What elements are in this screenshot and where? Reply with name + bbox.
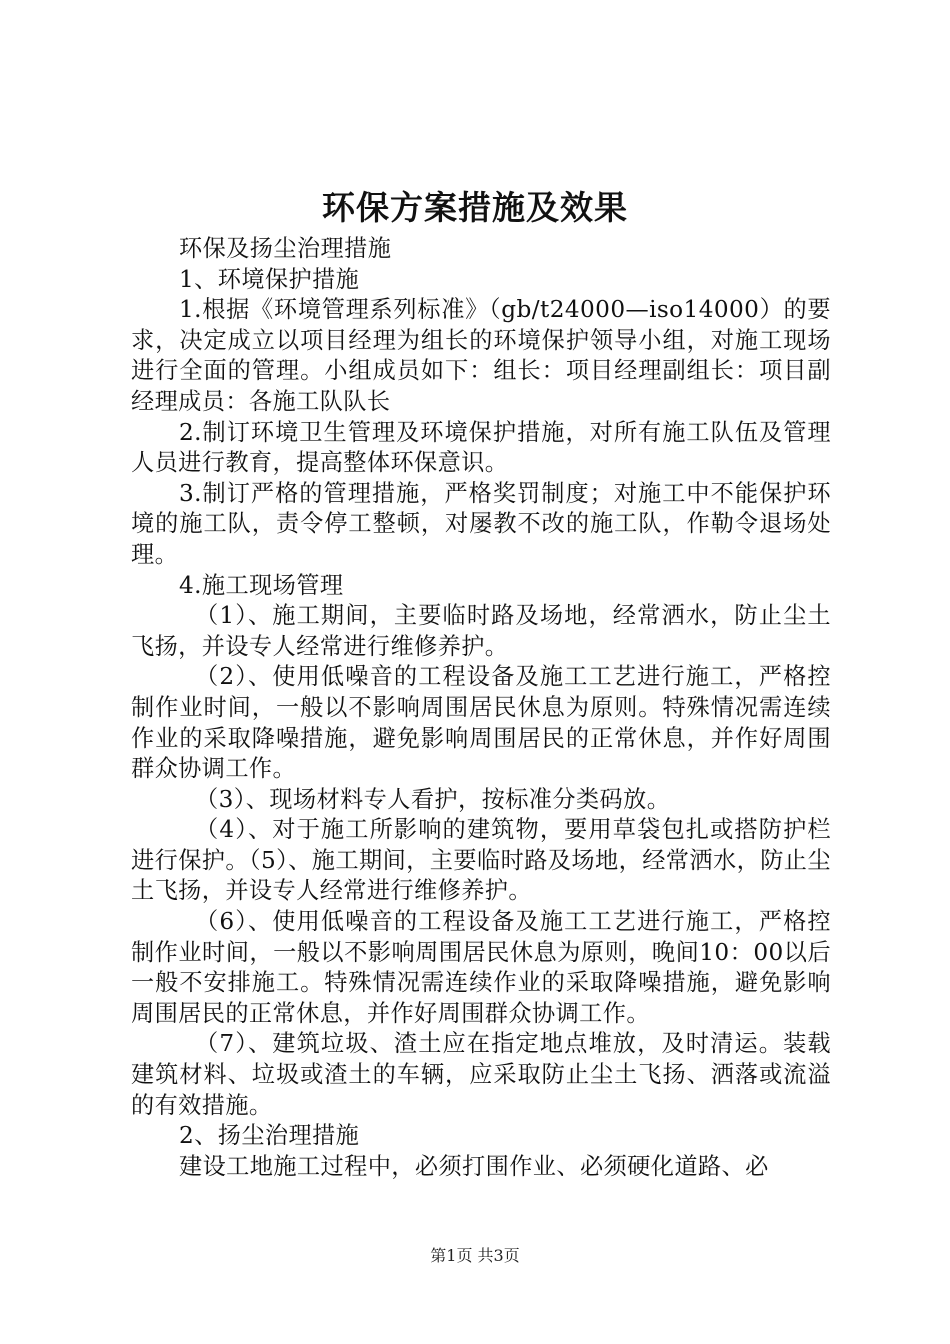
document-title: 环保方案措施及效果 — [322, 188, 628, 227]
paragraph-subitem-1: （1）、施工期间，主要临时路及场地，经常洒水，防止尘土飞扬，并设专人经常进行维修养护。 — [131, 602, 831, 660]
paragraph-dust-control: 建设工地施工过程中，必须打围作业、必须硬化道路、必 — [179, 1152, 769, 1180]
paragraph-item-2: 2.制订环境卫生管理及环境保护措施，对所有施工队伍及管理人员进行教育，提高整体环保意识。 — [131, 418, 831, 477]
paragraph-item-3: 3.制订严格的管理措施，严格奖罚制度；对施工中不能保护环境的施工队，责令停工整顿，对屡教不改的施工队，作勒令退场处理。 — [131, 479, 831, 568]
paragraph-heading-main: 环保及扬尘治理措施 — [179, 235, 392, 262]
paragraph-subitem-3: （3）、现场材料专人看护，按标准分类码放。 — [195, 785, 671, 813]
document-body — [131, 234, 831, 1182]
paragraph-subitem-6: （6）、使用低噪音的工程设备及施工工艺进行施工，严格控制作业时间，一般以不影响周围居民休息为原则，晚间10：00以后一般不安排施工。特殊情况需连续作业的采取降噪措施，避免影响周围居民的正常休息，并作好周围群众协调工作。 — [131, 908, 831, 1027]
paragraph-subitem-4-5: （4）、对于施工所影响的建筑物，要用草袋包扎或搭防护栏进行保护。（5）、施工期间，主要临时路及场地，经常洒水，防止尘土飞扬，并设专人经常进行维修养护。 — [131, 816, 831, 905]
paragraph-heading-section-2: 2、扬尘治理措施 — [179, 1122, 360, 1150]
paragraph-item-1: 1.根据《环境管理系列标准》（gb/t24000—iso14000）的要求，决定成立以项目经理为组长的环境保护领导小组，对施工现场进行全面的管理。小组成员如下：组长：项目经理副组长：项目副经理成员：各施工队队长 — [131, 296, 831, 415]
paragraph-item-4: 4.施工现场管理 — [179, 571, 344, 599]
paragraph-heading-section-1: 1、环境保护措施 — [179, 265, 360, 293]
paragraph-subitem-7: （7）、建筑垃圾、渣土应在指定地点堆放，及时清运。装载建筑材料、垃圾或渣土的车辆，应采取防止尘土飞扬、洒落或流溢的有效措施。 — [131, 1030, 831, 1119]
paragraph-subitem-2: （2）、使用低噪音的工程设备及施工工艺进行施工，严格控制作业时间，一般以不影响周围居民休息为原则。特殊情况需连续作业的采取降噪措施，避免影响周围居民的正常休息，并作好周围群众协调工作。 — [131, 663, 831, 783]
page-number-footer: 第1页 共3页 — [430, 1246, 520, 1265]
